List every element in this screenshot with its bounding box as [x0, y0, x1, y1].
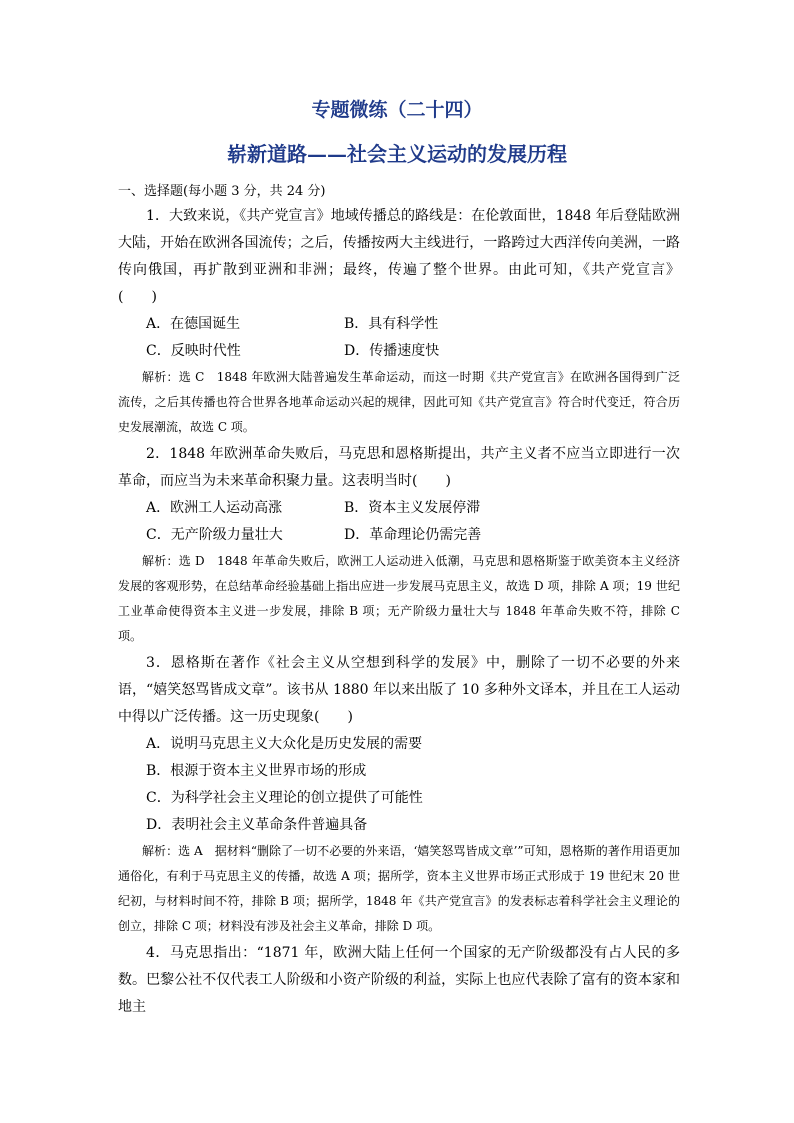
- question-1-stem: 1．大致来说，《共产党宣言》地域传播总的路线是：在伦敦面世，1848 年后登陆欧洲大陆，开始在欧洲各国流传；之后，传播按两大主线进行，一路跨过大西洋传向美洲，一路传向俄国，再扩散到亚洲和非洲；最终，传遍了整个世界。由此可知，《共产党宣言》( ): [118, 208, 680, 305]
- question-1-option-a: A．在德国诞生: [146, 316, 241, 332]
- question-1-option-b: B．具有科学性: [344, 316, 439, 332]
- question-1-options-row-1: [118, 311, 680, 338]
- question-3-analysis: 解析：选 A 据材料“删除了一切不必要的外来语，‘嬉笑怒骂皆成文章’”可知，恩格斯的著作用语更加通俗化，有利于马克思主义的传播，故选 A 项；据所学，资本主义世界市场正式形成于 19 世纪末 20 世纪初，与材料时间不符，排除 B 项；据所学，1848 年《共产党宣言》的发表标志着科学社会主义理论的创立，排除 C 项；材料没有涉及社会主义革命，排除 D 项。: [118, 844, 680, 933]
- question-2-analysis: 解析：选 D 1848 年革命失败后，欧洲工人运动进入低潮，马克思和恩格斯鉴于欧美资本主义经济发展的客观形势，在总结革命经验基础上指出应进一步发展马克思主义，故选 D 项，排除 A 项；19 世纪工业革命使得资本主义进一步发展，排除 B 项；无产阶级力量壮大与 1848 年革命失败不符，排除 C 项。: [118, 554, 680, 643]
- question-1-option-c: C．反映时代性: [146, 343, 241, 359]
- section-heading: 一、选择题(每小题 3 分，共 24 分): [118, 184, 326, 199]
- question-3-option-a: A．说明马克思主义大众化是历史发展的需要: [146, 736, 423, 752]
- question-2-option-a: A．欧洲工人运动高涨: [146, 500, 283, 516]
- question-2-stem: 2．1848 年欧洲革命失败后，马克思和恩格斯提出，共产主义者不应当立即进行一次革命，而应当为未来革命积聚力量。这表明当时( ): [118, 446, 680, 489]
- question-3-option-d: D．表明社会主义革命条件普遍具备: [146, 817, 368, 833]
- question-3-option-c: C．为科学社会主义理论的创立提供了可能性: [146, 790, 423, 806]
- question-1-analysis: 解析：选 C 1848 年欧洲大陆普遍发生革命运动，而这一时期《共产党宣言》在欧洲各国得到广泛流传，之后其传播也符合世界各地革命运动兴起的规律，因此可知《共产党宣言》符合时代变迁，符合历史发展潮流，故选 C 项。: [118, 370, 680, 434]
- question-2-options-row-2: [118, 522, 680, 549]
- question-1-option-d: D．传播速度快: [344, 343, 440, 359]
- question-3-option-b: B．根源于资本主义世界市场的形成: [146, 763, 367, 779]
- question-2-option-b: B．资本主义发展停滞: [344, 500, 481, 516]
- question-4-stem: 4．马克思指出：“1871 年，欧洲大陆上任何一个国家的无产阶级都没有占人民的多数。巴黎公社不仅代表工人阶级和小资产阶级的利益，实际上也应代表除了富有的资本家和地主: [118, 945, 680, 1015]
- question-1-options-row-2: [118, 338, 680, 365]
- question-list: [118, 203, 680, 1021]
- question-2-option-d: D．革命理论仍需完善: [344, 527, 482, 543]
- page-title: 专题微练（二十四）: [311, 99, 483, 121]
- question-2-options-row-1: [118, 495, 680, 522]
- page-subtitle: 崭新道路——社会主义运动的发展历程: [227, 142, 567, 166]
- question-2-option-c: C．无产阶级力量壮大: [146, 527, 283, 543]
- question-3-stem: 3．恩格斯在著作《社会主义从空想到科学的发展》中，删除了一切不必要的外来语，“嬉笑怒骂皆成文章”。该书从 1880 年以来出版了 10 多种外文译本，并且在工人运动中得以广泛传播。这一历史现象( ): [118, 655, 680, 725]
